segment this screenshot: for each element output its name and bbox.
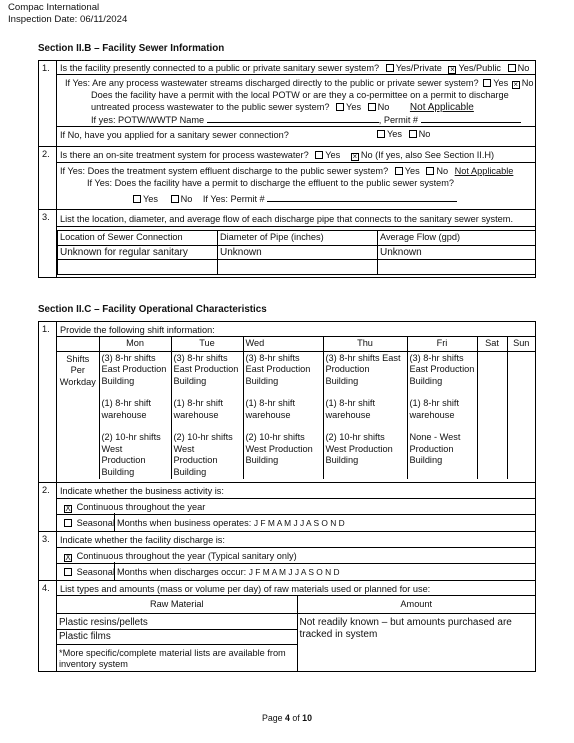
yes-public-checkbox[interactable]: × — [450, 65, 455, 74]
sewer-connection-table — [57, 230, 536, 275]
permit-question-2: untreated process wastewater to the public sewer system? — [91, 102, 330, 112]
table-row — [57, 351, 535, 479]
shift-line: (2) 10-hr shifts West Production Building — [101, 432, 161, 477]
streams-yes-label: Yes — [493, 78, 509, 88]
effluent-text: If Yes: Does the treatment system effluent discharge to the public sewer system? — [60, 166, 389, 176]
not-applicable-note: Not Applicable — [409, 102, 474, 113]
discharge-no-label: No — [180, 194, 193, 204]
location-cell[interactable] — [58, 260, 218, 275]
applied-yes-label: Yes — [387, 129, 402, 139]
q-number: 3. — [39, 532, 57, 580]
section-c-q3 — [39, 532, 535, 581]
potw-name-label: If yes: POTW/WWTP Name — [91, 115, 205, 125]
material-cell[interactable]: Plastic films — [57, 630, 297, 645]
yes-public-label: Yes/Public — [458, 63, 502, 73]
diameter-cell[interactable] — [218, 260, 378, 275]
section-b-title: Section II.B – Facility Sewer Information — [38, 43, 225, 54]
business-months-checkboxes[interactable]: J F M A M J J A S O N D — [253, 518, 345, 528]
q-number: 1. — [39, 322, 57, 482]
page-number: 4 — [285, 713, 290, 723]
shift-line: (2) 10-hr shifts West Production Building — [173, 432, 233, 477]
col-header-flow: Average Flow (gpd) — [378, 231, 536, 246]
effluent-yes-label: Yes — [404, 166, 420, 176]
shift-cell-sat[interactable] — [477, 351, 507, 479]
section-c-q4 — [39, 581, 535, 671]
shift-cell-fri[interactable] — [407, 351, 477, 479]
effluent-no-checkbox[interactable] — [426, 167, 434, 175]
business-activity-text: Indicate whether the business activity is: — [60, 486, 224, 496]
raw-materials-text: List types and amounts (mass or volume per day) of raw materials used or planned for use: — [60, 584, 431, 594]
no-label: No — [517, 63, 530, 73]
discharge-type-text: Indicate whether the facility discharge is: — [60, 535, 225, 545]
page-footer — [0, 713, 574, 723]
treatment-yes-label: Yes — [325, 150, 341, 160]
discharge-seasonal-checkbox[interactable] — [64, 568, 72, 576]
shift-line: (2) 10-hr shifts West Production Building — [245, 432, 313, 465]
diameter-cell[interactable]: Unknown — [218, 245, 378, 260]
discharge-yes-label: Yes — [143, 194, 158, 204]
q-number: 1. — [39, 61, 57, 146]
empty-header-cell — [57, 337, 99, 351]
permit-no-label: No — [377, 102, 390, 112]
shift-cell-wed[interactable] — [243, 351, 323, 479]
applied-no-label: No — [418, 129, 431, 139]
treatment-no-label: No (If yes, also See Section II.H) — [360, 150, 495, 160]
effluent-no-label: No — [436, 166, 449, 176]
business-continuous-checkbox[interactable]: X — [65, 504, 71, 513]
applied-yes-checkbox[interactable] — [377, 130, 385, 138]
applied-connection-text: If No, have you applied for a sanitary sewer connection? — [60, 130, 289, 140]
q1-text: Is the facility presently connected to a public or private sanitary sewer system? — [60, 63, 380, 73]
shift-info-text: Provide the following shift information: — [60, 325, 215, 335]
document-header — [8, 2, 127, 26]
shift-line: (3) 8-hr shifts East Production Building — [101, 352, 167, 386]
streams-text: If Yes: Are any process wastewater streams discharged directly to the public or private sewer system? — [65, 78, 479, 88]
day-header-thu: Thu — [323, 337, 407, 351]
q2-text: Is there an on-site treatment system for process wastewater? — [60, 150, 309, 160]
shift-cell-thu[interactable] — [323, 351, 407, 479]
table-row — [57, 613, 535, 630]
discharge-permit-field[interactable] — [267, 193, 457, 202]
streams-no-checkbox[interactable]: × — [513, 80, 519, 89]
shift-line: None - West Production Building — [409, 432, 461, 465]
shift-cell-mon[interactable] — [99, 351, 171, 479]
shift-line: (1) 8-hr shift warehouse — [101, 398, 152, 420]
table-row — [58, 260, 536, 275]
no-checkbox[interactable] — [508, 64, 516, 72]
shift-line: (2) 10-hr shifts West Production Building — [325, 432, 393, 465]
treatment-no-checkbox[interactable]: × — [352, 152, 358, 161]
discharge-continuous-checkbox[interactable]: X — [65, 553, 71, 562]
permit-no-checkbox[interactable] — [368, 103, 376, 111]
effluent-yes-checkbox[interactable] — [395, 167, 403, 175]
shifts-per-workday-label: Shifts Per Workday — [57, 351, 99, 479]
discharge-yes-checkbox[interactable] — [133, 195, 141, 203]
permit-yes-label: Yes — [346, 102, 362, 112]
day-header-wed: Wed — [243, 337, 323, 351]
permit-yes-checkbox[interactable] — [336, 103, 344, 111]
applied-no-checkbox[interactable] — [409, 130, 417, 138]
q-number: 2. — [39, 147, 57, 209]
shift-line: (1) 8-hr shift warehouse — [173, 398, 224, 420]
material-note-cell: *More specific/complete material lists are available from inventory system — [57, 644, 297, 671]
discharge-permit-label: If Yes: Permit # — [202, 194, 265, 204]
page-total: 10 — [302, 713, 312, 723]
day-header-fri: Fri — [407, 337, 477, 351]
permit-number-label: , Permit # — [378, 115, 419, 125]
day-header-tue: Tue — [171, 337, 243, 351]
treatment-yes-checkbox[interactable] — [315, 151, 323, 159]
col-header-location: Location of Sewer Connection — [58, 231, 218, 246]
discharge-months-label: Months when discharges occur: — [117, 567, 247, 577]
day-header-sun: Sun — [507, 337, 535, 351]
amount-cell[interactable]: Not readily known – but amounts purchased are tracked in system — [297, 613, 535, 671]
section-c-form — [38, 321, 536, 672]
page-label: Page — [262, 713, 286, 723]
discharge-months-checkboxes[interactable]: J F M A M J J A S O N D — [248, 567, 340, 577]
shift-line: (1) 8-hr shift warehouse — [409, 398, 460, 420]
section-b-q3 — [39, 210, 535, 277]
yes-private-label: Yes/Private — [395, 63, 442, 73]
q3-text: List the location, diameter, and average flow of each discharge pipe that connects to the sanitary sewer system. — [60, 214, 513, 224]
col-header-diameter: Diameter of Pipe (inches) — [218, 231, 378, 246]
day-header-mon: Mon — [99, 337, 171, 351]
page-of-label: of — [289, 713, 303, 723]
section-c-title: Section II.C – Facility Operational Characteristics — [38, 304, 267, 315]
shift-cell-tue[interactable] — [171, 351, 243, 479]
business-months-label: Months when business operates: — [117, 518, 252, 528]
raw-material-header: Raw Material — [57, 596, 297, 613]
flow-cell[interactable]: Unknown — [378, 245, 536, 260]
location-cell[interactable]: Unknown for regular sanitary — [58, 245, 218, 260]
potw-name-field[interactable] — [207, 114, 379, 123]
inspection-date: Inspection Date: 06/11/2024 — [8, 14, 128, 25]
raw-materials-table — [57, 596, 535, 671]
section-b-q1 — [39, 61, 535, 147]
table-row — [58, 245, 536, 260]
permit-number-field[interactable] — [421, 114, 521, 123]
section-c-q2 — [39, 483, 535, 532]
shift-line: (3) 8-hr shifts East Production Building — [409, 352, 475, 386]
effluent-not-applicable: Not Applicable — [454, 166, 514, 176]
day-header-sat: Sat — [477, 337, 507, 351]
shift-line: (1) 8-hr shift warehouse — [325, 398, 376, 420]
shift-table — [57, 337, 535, 479]
flow-cell[interactable] — [378, 260, 536, 275]
shift-line: (3) 8-hr shifts East Production Building — [245, 352, 311, 386]
q-number: 3. — [39, 210, 57, 277]
section-b-q2 — [39, 147, 535, 210]
q-number: 2. — [39, 483, 57, 531]
material-cell[interactable]: Plastic resins/pellets — [57, 613, 297, 630]
discharge-seasonal-label: Seasonal — [76, 567, 115, 577]
amount-header: Amount — [297, 596, 535, 613]
discharge-permit-question: If Yes: Does the facility have a permit to discharge the effluent to the public sewer system? — [87, 178, 455, 188]
section-c-q1 — [39, 322, 535, 483]
discharge-continuous-label: Continuous throughout the year (Typical sanitary only) — [76, 551, 297, 561]
yes-private-checkbox[interactable] — [386, 64, 394, 72]
shift-line: (3) 8-hr shifts East Production Building — [173, 352, 239, 386]
discharge-no-checkbox[interactable] — [171, 195, 179, 203]
shift-cell-sun[interactable] — [507, 351, 535, 479]
shift-line: (3) 8-hr shifts East Production Building — [325, 352, 401, 386]
permit-question-1: Does the facility have a permit with the local POTW or are they a co-permittee on a permit to discharge — [91, 90, 509, 100]
q-number: 4. — [39, 581, 57, 671]
business-seasonal-label: Seasonal — [76, 518, 115, 528]
section-b-form — [38, 60, 536, 278]
streams-yes-checkbox[interactable] — [483, 79, 491, 87]
business-continuous-label: Continuous throughout the year — [76, 502, 206, 512]
shift-line: (1) 8-hr shift warehouse — [245, 398, 296, 420]
streams-no-label: No — [521, 78, 534, 88]
company-name: Compac International — [8, 2, 100, 13]
business-seasonal-checkbox[interactable] — [64, 519, 72, 527]
